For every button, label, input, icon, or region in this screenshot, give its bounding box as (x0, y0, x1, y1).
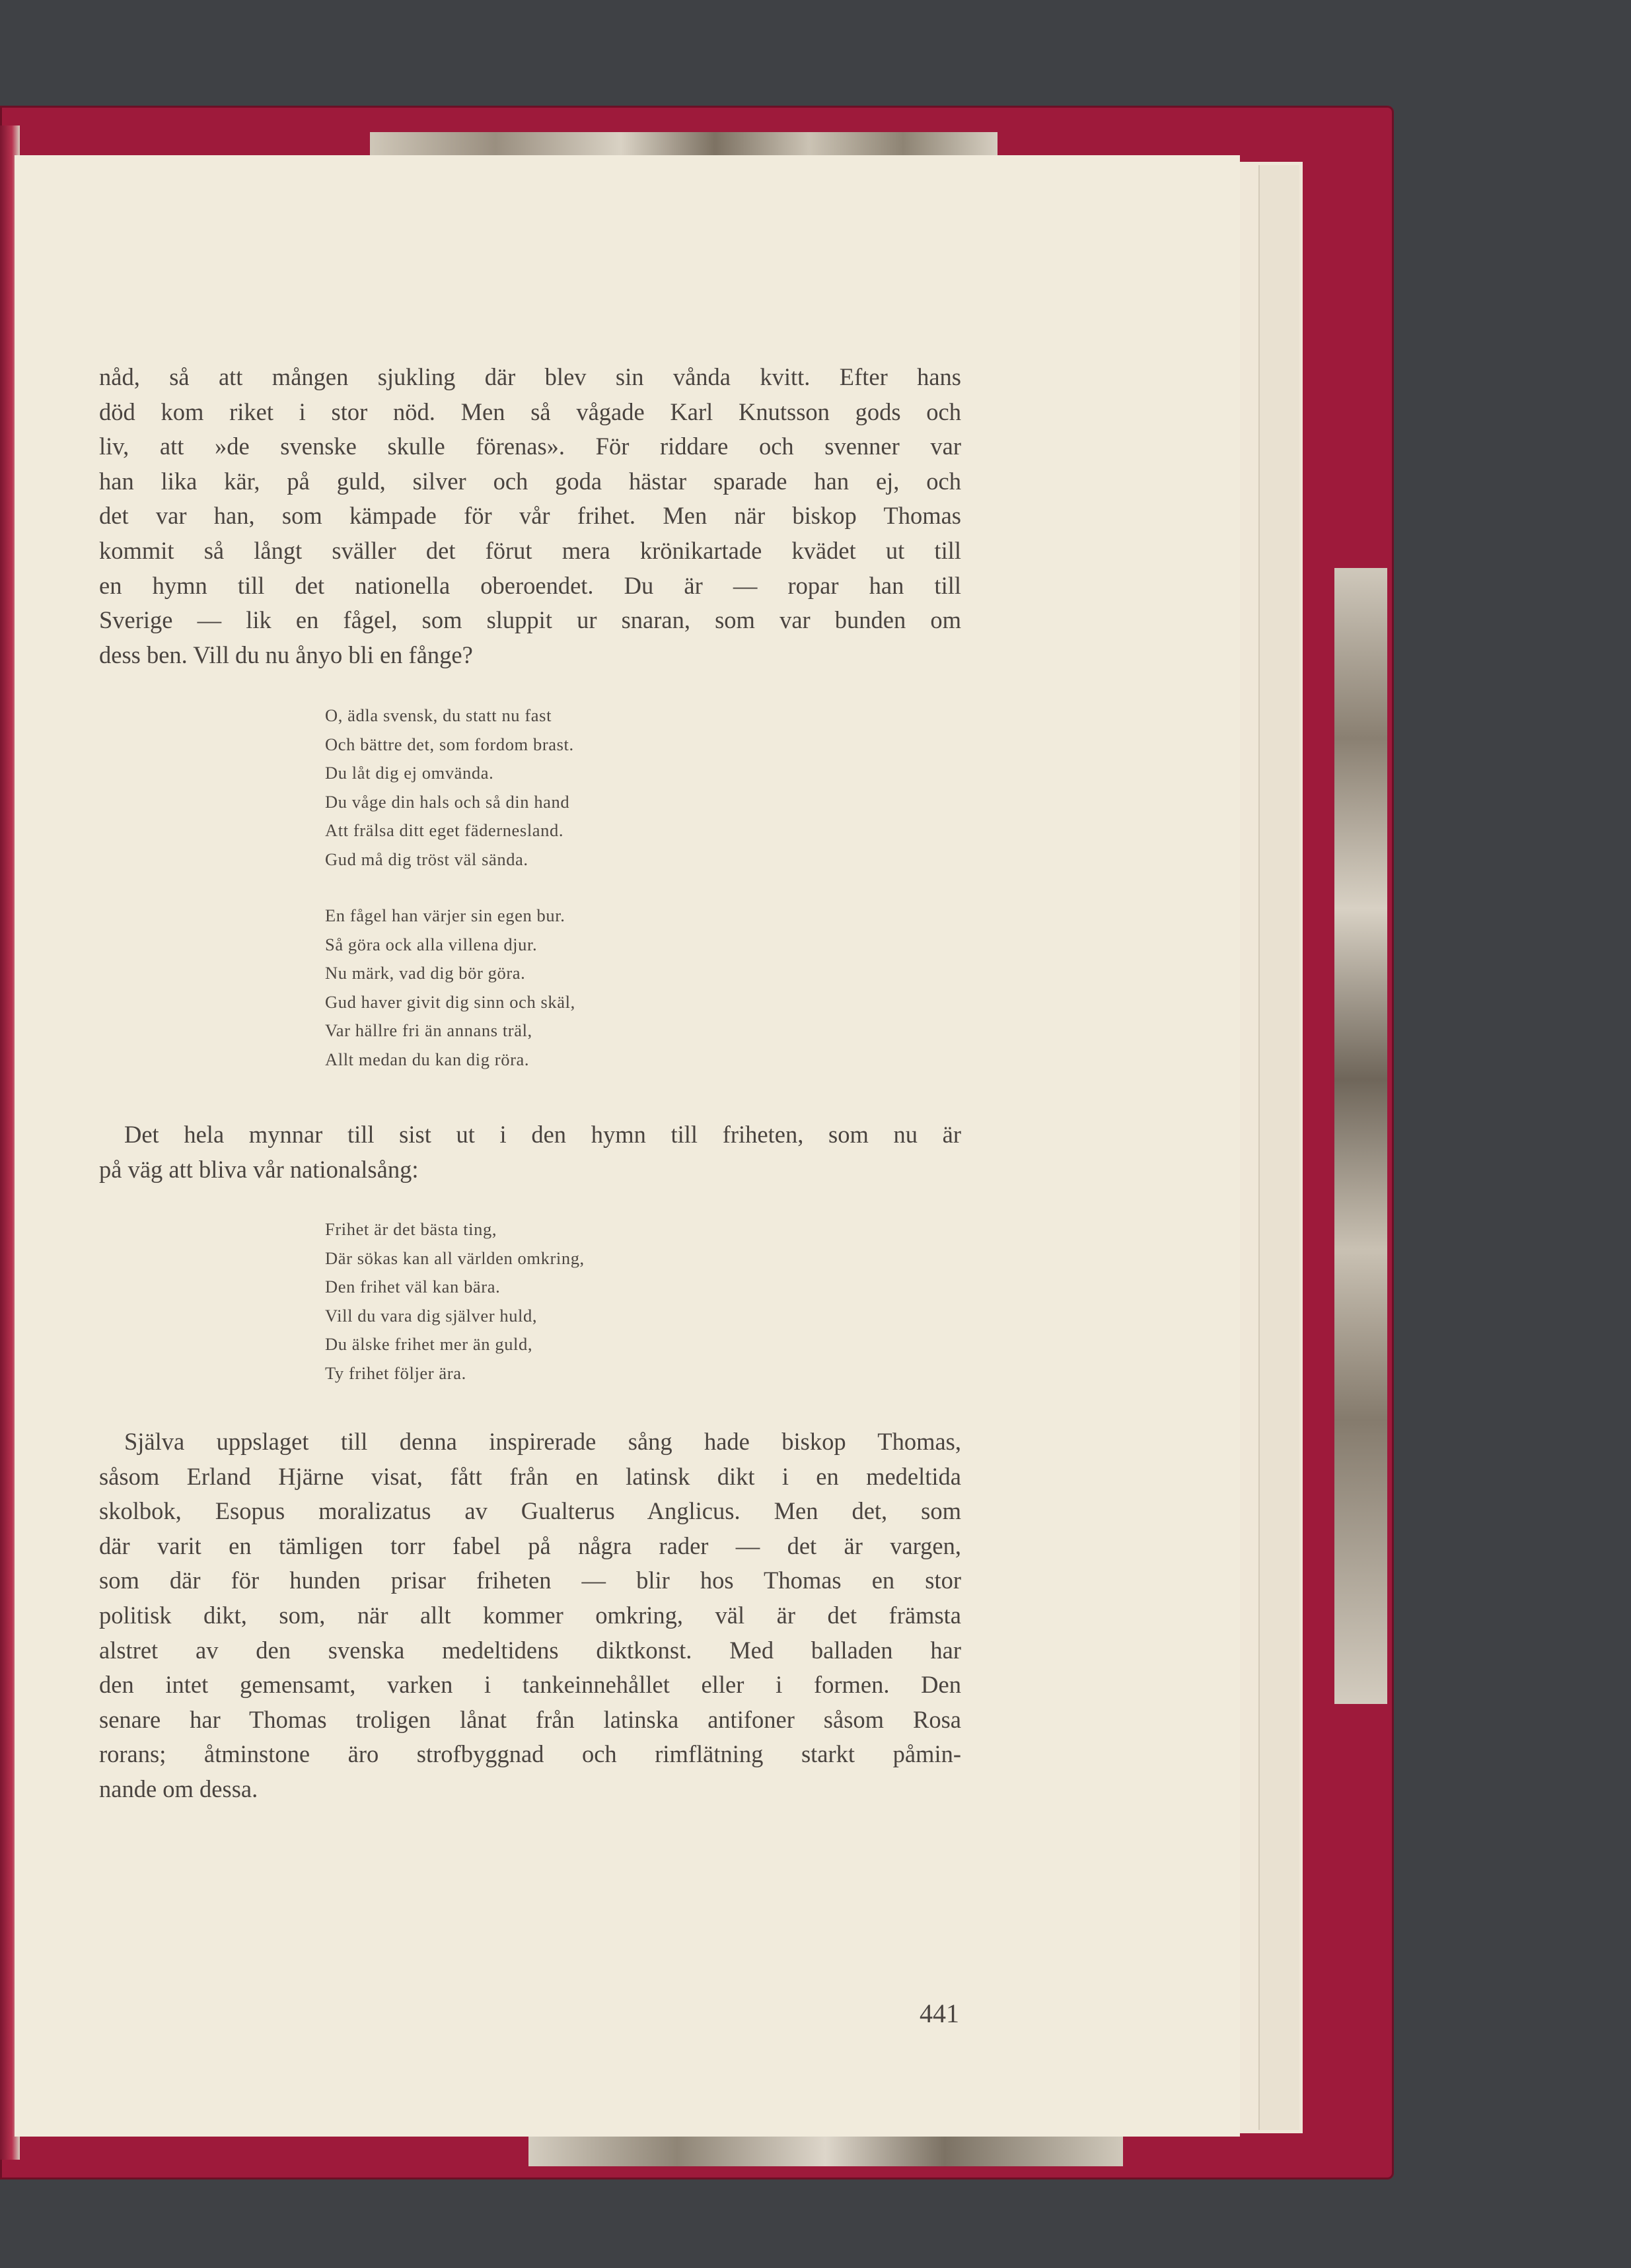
verse-line: Du våge din hals och så din hand (325, 791, 570, 812)
text-line: kommit så långt sväller det förut mera krönikartade kvädet ut till (99, 536, 961, 564)
text-line: på väg att bliva vår nationalsång: (99, 1155, 419, 1183)
verse-stanza-2 (325, 902, 575, 1074)
text-line: skolbok, Esopus moralizatus av Gualterus Anglicus. Men det, som (99, 1497, 961, 1525)
verse-stanza-3 (325, 1215, 585, 1388)
text-line: senare har Thomas troligen lånat från latinska antifoner såsom Rosa (99, 1705, 961, 1733)
text-line: som där för hunden prisar friheten — blir hos Thomas en stor (99, 1567, 961, 1594)
text-line: död kom riket i stor nöd. Men så vågade Karl Knutsson gods och (99, 398, 961, 425)
text-line: nande om dessa. (99, 1775, 258, 1802)
verse-line: Den frihet väl kan bära. (325, 1277, 501, 1296)
text-line: nåd, så att mången sjukling där blev sin vånda kvitt. Efter hans (99, 363, 961, 390)
verse-line: Du älske frihet mer än guld, (325, 1334, 533, 1354)
verse-line: Där sökas kan all världen omkring, (325, 1248, 585, 1268)
page-block-edge-inner (1258, 165, 1299, 2130)
text-line: han lika kär, på guld, silver och goda hästar sparade han ej, och (99, 467, 961, 495)
marbled-edge-right (1334, 568, 1387, 1704)
verse-line: Att frälsa ditt eget fäderneslаnd. (325, 820, 564, 840)
text-line: politisk dikt, som, när allt kommer omkring, väl är det främsta (99, 1601, 961, 1629)
text-line: en hymn till det nationella oberoendet. Du är — ropar han till (99, 571, 961, 599)
verse-line: O, ädla svensk, du statt nu fast (325, 705, 552, 725)
verse-stanza-1 (325, 701, 574, 874)
verse-line: Gud må dig tröst väl sända. (325, 849, 528, 869)
verse-line: Var hällre fri än annans träl, (325, 1020, 532, 1040)
verse-line: Och bättre det, som fordom brast. (325, 734, 574, 754)
text-line: rorans; åtminstone äro strofbyggnad och rimflätning starkt påmin- (99, 1740, 961, 1768)
text-line: alstret av den svenska medeltidens diktkonst. Med balladen har (99, 1636, 961, 1664)
text-line: dess ben. Vill du nu ånyo bli en fånge? (99, 641, 473, 668)
text-line: det var han, som kämpade för vår frihet. Men när biskop Thomas (99, 502, 961, 530)
text-line: Själva uppslaget till denna inspirerade sång hade biskop Thomas, (124, 1428, 961, 1455)
book-page (15, 155, 1240, 2137)
text-line: den intet gemensamt, varken i tankeinnehållet eller i formen. Den (99, 1671, 961, 1699)
verse-line: Frihet är det bästa ting, (325, 1219, 497, 1239)
text-line: där varit en tämligen torr fabel på några rader — det är vargen, (99, 1532, 961, 1559)
verse-line: Allt medan du kan dig röra. (325, 1049, 530, 1069)
verse-line: Vill du vara dig själver huld, (325, 1305, 538, 1326)
verse-line: Gud haver givit dig sinn och skäl, (325, 991, 575, 1012)
verse-line: Nu märk, vad dig bör göra. (325, 963, 526, 983)
verse-line: En fågel han värjer sin egen bur. (325, 905, 565, 925)
text-line: såsom Erland Hjärne visat, fått från en latinsk dikt i en medeltida (99, 1462, 961, 1490)
paragraph-1 (99, 360, 961, 672)
verse-line: Ty frihet följer ära. (325, 1363, 466, 1383)
text-line: Det hela mynnar till sist ut i den hymn till friheten, som nu är (124, 1121, 961, 1148)
verse-line: Du låt dig ej omvända. (325, 763, 494, 783)
text-line: Sverige — lik en fågel, som sluppit ur snaran, som var bunden om (99, 606, 961, 634)
verse-line: Så göra ock alla villena djur. (325, 934, 538, 954)
paragraph-3 (99, 1425, 961, 1807)
marbled-edge-bottom (528, 2137, 1123, 2166)
paragraph-2 (99, 1117, 961, 1187)
page-number: 441 (920, 1999, 959, 2028)
text-line: liv, att »de svenske skulle förenas». För riddare och svenner var (99, 433, 961, 460)
